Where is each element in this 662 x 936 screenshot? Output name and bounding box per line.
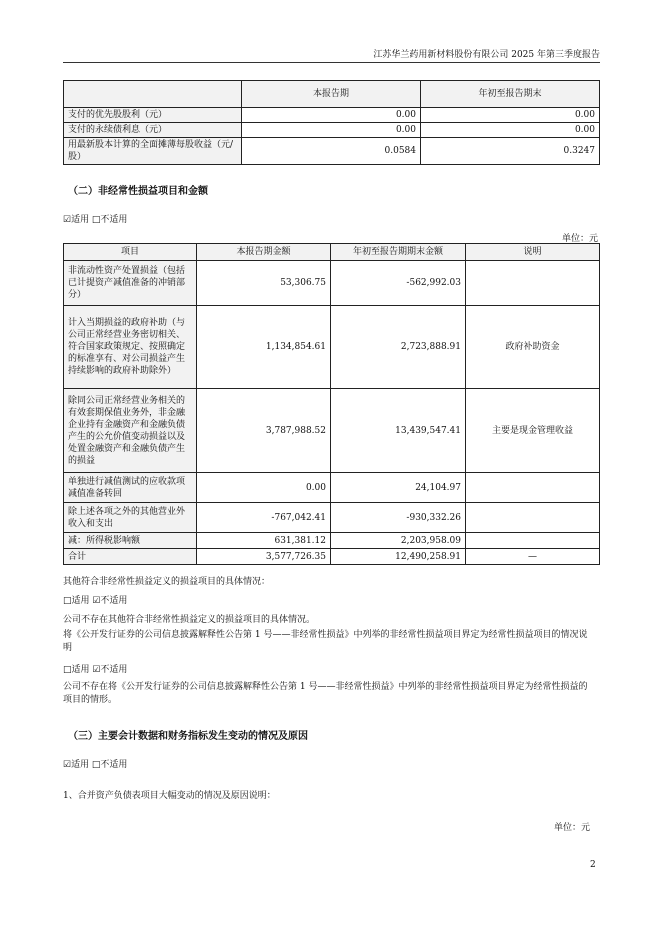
ytd-value: 0.3247 xyxy=(421,138,600,165)
current-value: 53,306.75 xyxy=(197,261,331,306)
table-row xyxy=(64,138,600,165)
current-value: 3,577,726.35 xyxy=(197,549,331,565)
current-value: 0.00 xyxy=(197,473,331,503)
current-value: 0.00 xyxy=(242,123,421,138)
page-number: 2 xyxy=(590,860,596,870)
ytd-value: 0.00 xyxy=(421,123,600,138)
section-heading: （三）主要会计数据和财务指标发生变动的情况及原因 xyxy=(68,731,308,742)
report-header: 江苏华兰药用新材料股份有限公司 2025 年第三季度报告 xyxy=(373,50,600,60)
other-items-label: 其他符合非经常性损益定义的损益项目的具体情况： xyxy=(63,577,271,587)
table-header-cell xyxy=(64,81,242,108)
row-item: 非流动性资产处置损益（包括已计提资产减值准备的冲销部分） xyxy=(64,261,197,306)
ytd-value: 13,439,547.41 xyxy=(331,389,466,473)
ytd-value: 2,203,958.09 xyxy=(331,533,466,549)
row-label: 用最新股本计算的全面摊薄每股收益（元/股） xyxy=(64,138,242,165)
table-row xyxy=(64,389,600,473)
applicability-checkbox[interactable]: ☑适用 □不适用 xyxy=(63,760,128,770)
current-value: 0.00 xyxy=(242,108,421,123)
ytd-value: -930,332.26 xyxy=(331,503,466,533)
row-item: 计入当期损益的政府补助（与公司正常经营业务密切相关、符合国家政策规定、按照确定的标准享有、对公司损益产生持续影响的政府补助除外） xyxy=(64,306,197,389)
note-cell xyxy=(466,533,600,549)
table-header-cell: 年初至报告期期末金额 xyxy=(331,244,466,261)
applicability-checkbox[interactable]: □适用 ☑不适用 xyxy=(63,665,128,675)
row-label: 支付的优先股股利（元） xyxy=(64,108,242,123)
current-value: 1,134,854.61 xyxy=(197,306,331,389)
table-row xyxy=(64,123,600,138)
section-heading: （二）非经常性损益项目和金额 xyxy=(68,186,208,197)
table-row xyxy=(64,503,600,533)
ytd-value: 24,104.97 xyxy=(331,473,466,503)
row-item: 单独进行减值测试的应收款项减值准备转回 xyxy=(64,473,197,503)
current-value: -767,042.41 xyxy=(197,503,331,533)
item-label: 1、合并资产负债表项目大幅变动的情况及原因说明： xyxy=(63,791,276,801)
table-row xyxy=(64,306,600,389)
table-row xyxy=(64,473,600,503)
ytd-value: 2,723,888.91 xyxy=(331,306,466,389)
applicability-checkbox[interactable]: □适用 ☑不适用 xyxy=(63,596,128,606)
non-recurring-table xyxy=(63,243,600,565)
current-value: 3,787,988.52 xyxy=(197,389,331,473)
header-divider xyxy=(63,62,600,63)
table-header-cell: 本报告期 xyxy=(242,81,421,108)
eps-table xyxy=(63,80,600,165)
applicability-checkbox[interactable]: ☑适用 □不适用 xyxy=(63,215,128,225)
table-row xyxy=(64,108,600,123)
note-cell: 政府补助资金 xyxy=(466,306,600,389)
ytd-value: 0.00 xyxy=(421,108,600,123)
table-header-cell: 年初至报告期末 xyxy=(421,81,600,108)
table-row xyxy=(64,549,600,565)
table-row xyxy=(64,261,600,306)
other-items-text: 公司不存在其他符合非经常性损益定义的损益项目的具体情况。 xyxy=(63,615,316,625)
note-cell xyxy=(466,261,600,306)
table-header-cell: 说明 xyxy=(466,244,600,261)
current-value: 631,381.12 xyxy=(197,533,331,549)
row-item: 合计 xyxy=(64,549,197,565)
definition-label: 将《公开发行证券的公司信息披露解释性公告第 1 号——非经常性损益》中列举的非经常性损益项目界定为经常性损益项目的情况说明 xyxy=(63,630,588,653)
note-cell: — xyxy=(466,549,600,565)
ytd-value: 12,490,258.91 xyxy=(331,549,466,565)
table-row xyxy=(64,533,600,549)
table-header-cell: 本报告期金额 xyxy=(197,244,331,261)
current-value: 0.0584 xyxy=(242,138,421,165)
definition-text: 公司不存在将《公开发行证券的公司信息披露解释性公告第 1 号——非经常性损益》中列举的非经常性损益项目界定为经常性损益的项目的情形。 xyxy=(63,682,588,705)
unit-label: 单位：元 xyxy=(553,823,590,833)
row-item: 除上述各项之外的其他营业外收入和支出 xyxy=(64,503,197,533)
note-cell xyxy=(466,473,600,503)
note-cell xyxy=(466,503,600,533)
row-item: 减：所得税影响额 xyxy=(64,533,197,549)
note-cell: 主要是现金管理收益 xyxy=(466,389,600,473)
unit-label: 单位：元 xyxy=(561,234,598,244)
row-item: 除同公司正常经营业务相关的有效套期保值业务外，非金融企业持有金融资产和金融负债产生的公允价值变动损益以及处置金融资产和金融负债产生的损益 xyxy=(64,389,197,473)
ytd-value: -562,992.03 xyxy=(331,261,466,306)
row-label: 支付的永续债利息（元） xyxy=(64,123,242,138)
table-header-cell: 项目 xyxy=(64,244,197,261)
